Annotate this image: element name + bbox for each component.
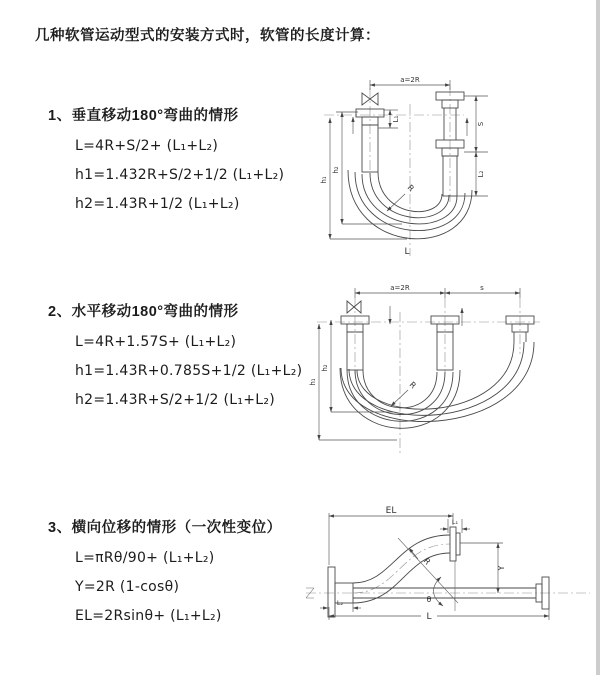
dim-label-el: EL (385, 506, 397, 516)
radius-label: R (421, 556, 433, 567)
dim-label-a2r: a=2R (390, 284, 410, 292)
diagram-vertical-180-bend (310, 72, 590, 258)
section-3-heading: 3、横向位移的情形（一次性变位） (48, 520, 282, 536)
dim-label-h2: h₂ (332, 166, 340, 174)
length-label: L (426, 612, 432, 622)
dim-label-a2r: a=2R (400, 76, 420, 84)
formula-h1: h1=1.432R+S/2+1/2 (L₁+L₂) (75, 167, 285, 183)
formula-l: L=πRθ/90+ (L₁+L₂) (75, 550, 215, 566)
radius-leader-arrow (409, 548, 418, 559)
dim-label-l1: L₁ (392, 115, 400, 123)
radius-label: R (407, 380, 418, 391)
diagram-horizontal-180-bend (305, 282, 595, 460)
section-2 (48, 300, 302, 408)
radius-leader-arrow (391, 390, 408, 406)
valve-icon (347, 301, 361, 313)
page-title: 几种软管运动型式的安装方式时，软管的长度计算： (35, 28, 380, 44)
length-label: L (404, 247, 410, 257)
section-2-heading: 2、水平移动180°弯曲的情形 (48, 304, 239, 320)
formula-el: EL=2Rsinθ+ (L₁+L₂) (75, 608, 222, 624)
dim-label-h1: h₁ (309, 378, 317, 386)
section-1-heading: 1、垂直移动180°弯曲的情形 (48, 108, 239, 124)
formula-l: L=4R+1.57S+ (L₁+L₂) (75, 334, 237, 350)
dim-label-h1: h₁ (320, 176, 328, 184)
dim-label-l1: L₁ (451, 518, 459, 526)
formula-h1: h1=1.43R+0.785S+1/2 (L₁+L₂) (75, 363, 303, 379)
centerlines (317, 298, 540, 454)
upper-flange (450, 527, 460, 561)
dimension-lines (320, 513, 549, 620)
section-3 (48, 516, 282, 624)
dimension-lines (330, 80, 488, 239)
dim-label-l2: L₂ (477, 170, 485, 178)
radius-label: R (405, 183, 416, 194)
dim-label-s: s (480, 284, 484, 292)
diagram-lateral-displacement (298, 503, 600, 650)
formula-h2: h2=1.43R+1/2 (L₁+L₂) (75, 196, 240, 212)
dim-label-y: Y (497, 565, 506, 571)
formula-l: L=4R+S/2+ (L₁+L₂) (75, 138, 219, 154)
dim-label-h2: h₂ (321, 364, 329, 372)
centerlines (306, 544, 590, 593)
section-1 (48, 104, 284, 212)
formula-y: Y=2R (1-cosθ) (75, 579, 180, 595)
dim-label-l2: L₂ (336, 599, 344, 607)
formula-h2: h2=1.43R+S/2+1/2 (L₁+L₂) (75, 392, 276, 408)
dim-label-s: S (477, 121, 485, 127)
left-flange (328, 567, 353, 617)
u-bend-hose-position2 (341, 342, 534, 422)
theta-label: θ (426, 595, 432, 604)
